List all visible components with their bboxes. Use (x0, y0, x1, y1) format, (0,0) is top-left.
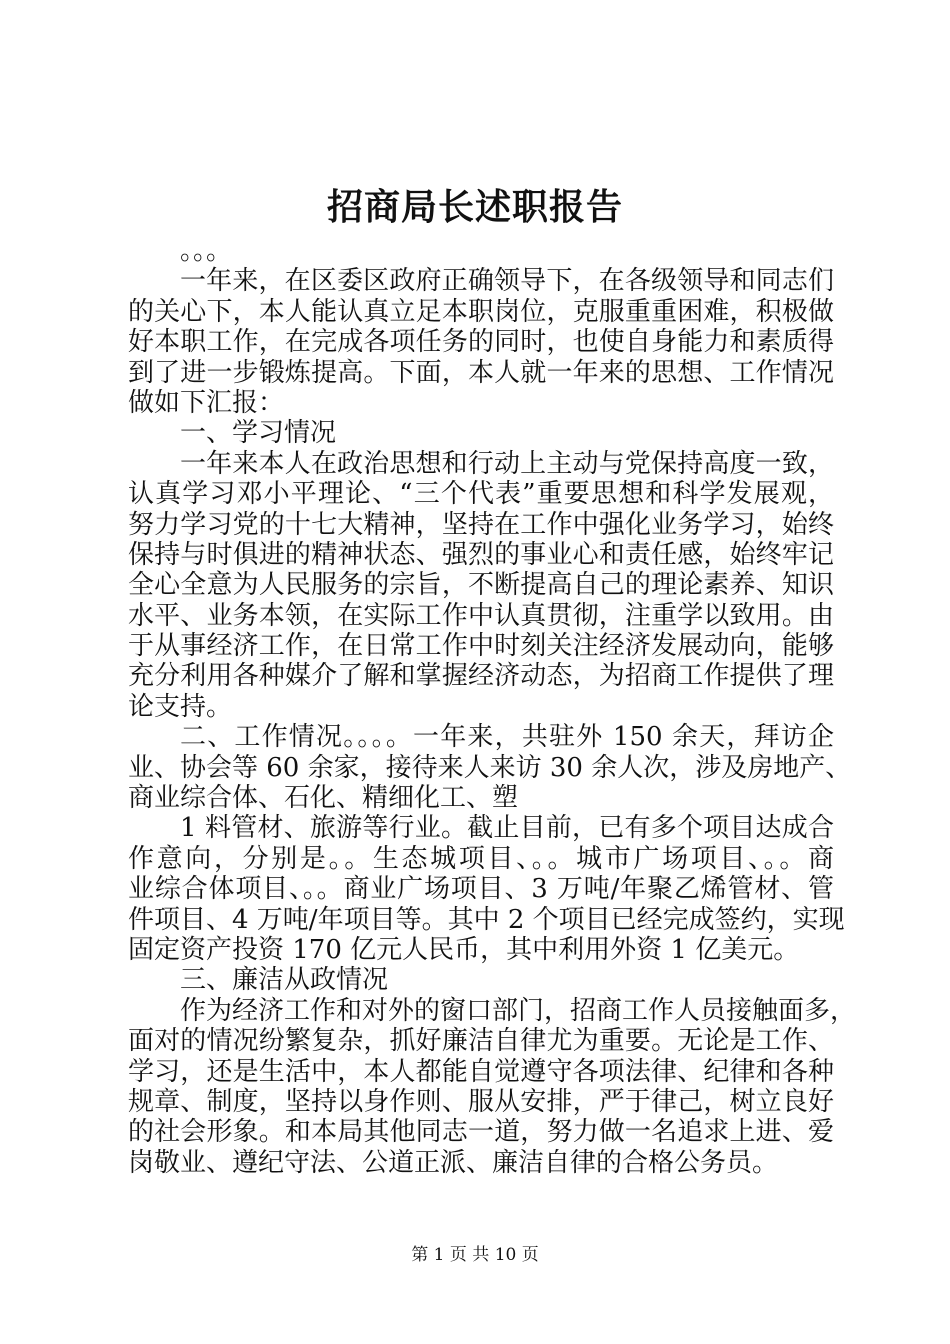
text-line: 固定资产投资 170 亿元人民币，其中利用外资 1 亿美元。 (128, 934, 800, 965)
text-line: 一、学习情况 (180, 418, 337, 449)
text-line: 件项目、4 万吨/年项目等。其中 2 个项目已经完成签约，实现 (128, 904, 845, 935)
text-line: 岗敬业、遵纪守法、公道正派、廉洁自律的合格公务员。 (128, 1147, 779, 1178)
text-line: 全心全意为人民服务的宗旨，不断提高自己的理论素养、知识 (128, 570, 834, 601)
text-line: 好本职工作，在完成各项任务的同时，也使自身能力和素质得 (128, 327, 834, 358)
text-line: 1 料管材、旅游等行业。截止目前，已有多个项目达成合 (180, 813, 834, 844)
text-line: 一年来本人在政治思想和行动上主动与党保持高度一致， (180, 448, 834, 479)
text-line: 业、协会等 60 余家，接待来人来访 30 余人次，涉及房地产、 (128, 752, 852, 783)
page-footer: 第 1 页 共 10 页 (411, 1245, 539, 1265)
text-line: 努力学习党的十七大精神，坚持在工作中强化业务学习，始终 (128, 509, 834, 540)
text-line: 。。。 (180, 236, 233, 266)
text-line: 认真学习邓小平理论、“三个代表”重要思想和科学发展观， (128, 479, 834, 510)
text-line: 作意向，分别是。。生态城项目、。。城市广场项目、。。商 (128, 843, 834, 874)
text-line: 规章、制度，坚持以身作则、服从安排，严于律己，树立良好 (128, 1086, 834, 1117)
text-line: 充分利用各种媒介了解和掌握经济动态，为招商工作提供了理 (128, 661, 834, 692)
text-line: 保持与时俱进的精神状态、强烈的事业心和责任感，始终牢记 (128, 539, 834, 570)
text-line: 做如下汇报： (128, 387, 285, 418)
document-title: 招商局长述职报告 (326, 186, 623, 228)
text-line: 论支持。 (128, 691, 233, 722)
document-body (128, 236, 857, 1178)
text-line: 三、廉洁从政情况 (180, 965, 389, 996)
text-line: 到了进一步锻炼提高。下面，本人就一年来的思想、工作情况 (128, 357, 834, 388)
text-line: 作为经济工作和对外的窗口部门，招商工作人员接触面多， (180, 995, 857, 1026)
text-line: 面对的情况纷繁复杂，抓好廉洁自律尤为重要。无论是工作、 (128, 1026, 834, 1057)
text-line: 商业综合体、石化、精细化工、塑 (128, 783, 519, 814)
text-line: 水平、业务本领，在实际工作中认真贯彻，注重学以致用。由 (128, 600, 834, 631)
text-line: 的社会形象。和本局其他同志一道，努力做一名追求上进、爱 (128, 1117, 834, 1148)
text-line: 于从事经济工作，在日常工作中时刻关注经济发展动向，能够 (128, 631, 834, 662)
text-line: 二、工作情况。。。。一年来，共驻外 150 余天，拜访企 (180, 722, 834, 753)
text-line: 一年来，在区委区政府正确领导下，在各级领导和同志们 (180, 266, 834, 297)
text-line: 学习，还是生活中，本人都能自觉遵守各项法律、纪律和各种 (128, 1056, 834, 1087)
text-line: 的关心下，本人能认真立足本职岗位，克服重重困难，积极做 (128, 296, 834, 327)
text-line: 业综合体项目、。。商业广场项目、3 万吨/年聚乙烯管材、管 (128, 874, 834, 905)
